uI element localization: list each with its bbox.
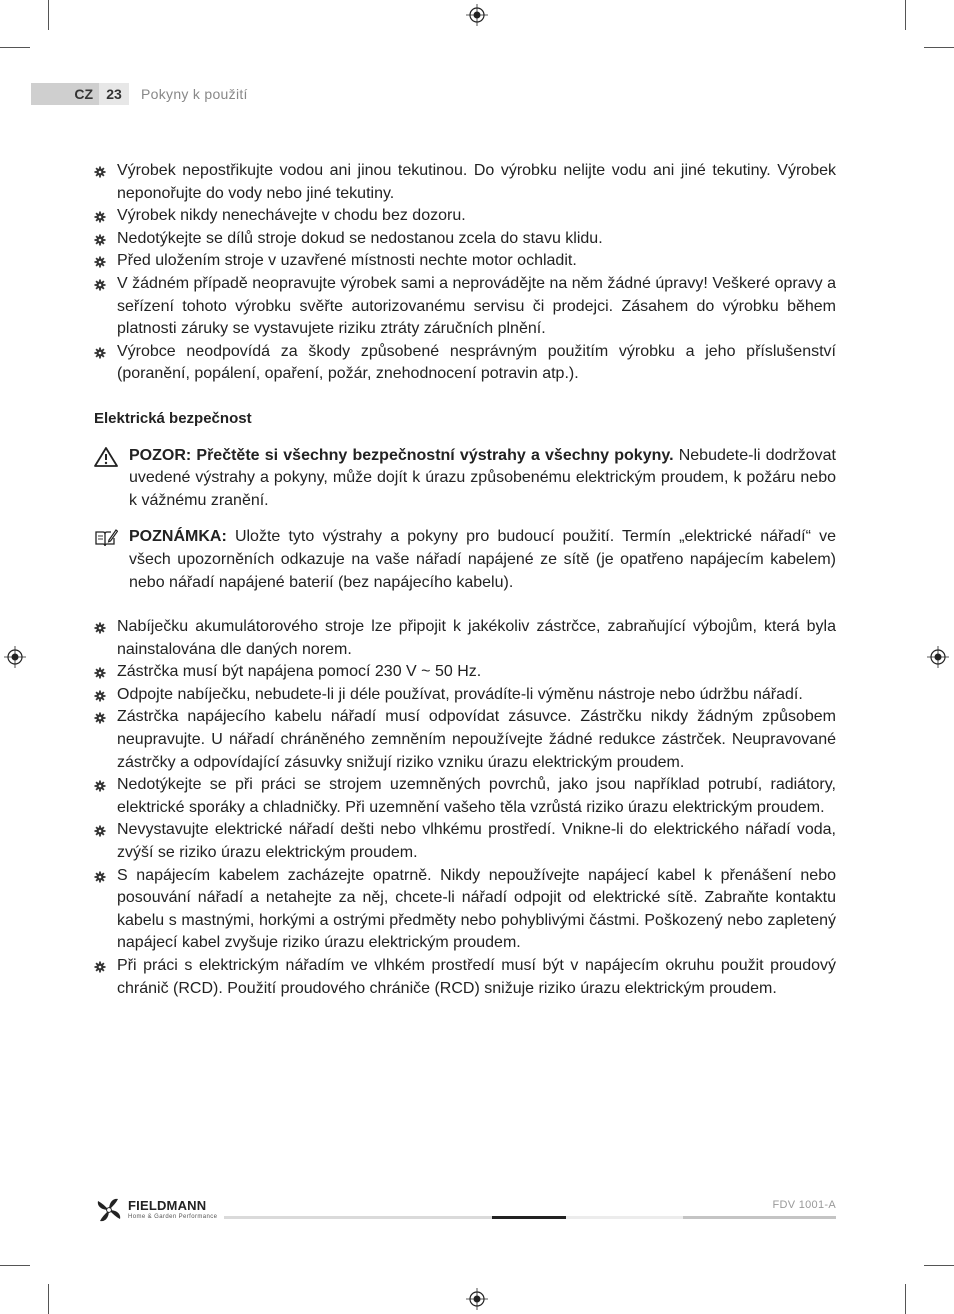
note-text: Uložte tyto výstrahy a pokyny pro budoucí použití. Termín „elektrické nářadí“ ve všech upozorněních odkazuje na vaše nářadí napájené ze sítě (je opatřeno napájecím kabelem) nebo nářadí napájené baterií (bez napájecího kabelu). [129, 528, 836, 591]
registration-mark-icon [466, 4, 488, 26]
bullet-list-bottom [94, 616, 836, 1000]
crop-mark [0, 1265, 30, 1266]
warning-text: Nebudete-li dodržovat uvedené výstrahy a pokyny, může dojít k úrazu způsobenému elektrickým proudem, k požáru nebo k vážnému zranění. [129, 446, 837, 509]
crop-mark [924, 1265, 954, 1266]
list-item [94, 819, 836, 864]
gear-bullet-icon [94, 347, 106, 359]
registration-mark-icon [466, 1288, 488, 1310]
list-item-text: Zástrčka musí být napájena pomocí 230 V ~ 50 Hz. [117, 663, 482, 681]
gear-bullet-icon [94, 622, 106, 634]
list-item [94, 616, 836, 661]
gear-bullet-icon [94, 780, 106, 792]
section-title: Elektrická bezpečnost [94, 409, 252, 427]
fan-logo-icon [94, 1195, 124, 1225]
footer-line [566, 1216, 683, 1219]
gear-bullet-icon [94, 667, 106, 679]
list-item-text: Výrobce neodpovídá za škody způsobené nesprávným použitím výrobku a jeho příslušenství (poranění, popálení, opaření, požár, znehodnocení potravin atp.). [117, 342, 836, 383]
list-item-text: Zástrčka napájecího kabelu nářadí musí odpovídat zásuvce. Zástrčku nikdy žádným způsobem neupravujte. U nářadí chráněného zemněním nepoužívejte žádné redukce zástrček. Neupravované zástrčky a odpovídající zásuvky snižují riziko vzniku úrazu elektrickým proudem. [117, 708, 836, 771]
crop-mark [0, 47, 30, 48]
gear-bullet-icon [94, 234, 106, 246]
list-item-text: Výrobek nepostřikujte vodou ani jinou tekutinou. Do výrobku nelijte vodu ani jiné tekutiny. Výrobek neponořujte do vody nebo jiné tekutiny. [117, 162, 836, 202]
list-item [94, 706, 836, 774]
registration-mark-icon [4, 646, 26, 668]
page-number: 23 [99, 83, 129, 105]
list-item-text: Nabíječku akumulátorového stroje lze připojit k jakékoliv zástrčce, zabraňující výbojům, která byla nainstalována dle daných norem. [117, 618, 836, 658]
list-item [94, 684, 836, 707]
gear-bullet-icon [94, 166, 106, 178]
page-header [31, 83, 248, 105]
footer-line [683, 1216, 836, 1219]
bullet-list-top [94, 160, 836, 386]
list-item [94, 341, 836, 386]
model-number: FDV 1001-A [772, 1199, 836, 1211]
list-item [94, 955, 836, 1000]
gear-bullet-icon [94, 961, 106, 973]
list-item [94, 774, 836, 819]
list-item-text: V žádném případě neopravujte výrobek sami a neprovádějte na něm žádné úpravy! Veškeré opravy a seřízení tohoto výrobku svěřte autorizovanému servisu či prodejci. Zásahem do výrobku během platnosti záruky se vystavujete riziku ztráty záručních plnění. [117, 274, 836, 338]
list-item [94, 228, 836, 251]
list-item-text: Nedotýkejte se dílů stroje dokud se nedostanou zcela do stavu klidu. [117, 229, 603, 247]
warning-triangle-icon [94, 447, 118, 467]
crop-mark [905, 1284, 906, 1314]
note-pencil-icon [94, 528, 118, 548]
gear-bullet-icon [94, 825, 106, 837]
warning-label: POZOR: Přečtěte si všechny bezpečnostní výstrahy a všechny pokyny. [129, 446, 674, 464]
list-item [94, 661, 836, 684]
gear-bullet-icon [94, 279, 106, 291]
brand-logo [94, 1194, 224, 1226]
crop-mark [48, 0, 49, 30]
list-item-text: Nevystavujte elektrické nářadí dešti nebo vlhkému prostředí. Vnikne-li do elektrického nářadí voda, zvýší se riziko úrazu elektrickým proudem. [117, 821, 836, 862]
list-item-text: Nedotýkejte se při práci se strojem uzemněných povrchů, jako jsou například potrubí, radiátory, elektrické sporáky a chladničky. Při uzemnění vašeho těla vzrůstá riziko úrazu elektrickým proudem. [117, 776, 836, 816]
crop-mark [48, 1284, 49, 1314]
brand-name: FIELDMANN [128, 1198, 207, 1213]
page-content [94, 160, 836, 1000]
list-item-text: S napájecím kabelem zacházejte opatrně. Nikdy nepoužívejte napájecí kabel k přenášení nebo posouvání nářadí a netahejte za něj, chcete-li nářadí odpojit od elektrické sítě. Zabraňte kontaktu kabelu s mastnými, horkými a ostrými předměty nebo pohyblivými částmi. Poškozený nebo zapletený napájecí kabel zvyšuje riziko úrazu elektrickým proudem. [117, 866, 836, 952]
note-label: POZNÁMKA: [129, 528, 227, 546]
list-item [94, 273, 836, 341]
brand-tagline: Home & Garden Performance [128, 1214, 218, 1220]
header-title: Pokyny k použití [141, 86, 248, 102]
list-item [94, 250, 836, 273]
gear-bullet-icon [94, 690, 106, 702]
warning-notice [94, 445, 836, 513]
footer-line [224, 1216, 492, 1219]
gear-bullet-icon [94, 712, 106, 724]
list-item-text: Odpojte nabíječku, nebudete-li ji déle používat, provádíte-li výměnu nástroje nebo údržbu nářadí. [117, 685, 803, 703]
list-item-text: Výrobek nikdy nenechávejte v chodu bez dozoru. [117, 207, 466, 225]
list-item [94, 865, 836, 955]
crop-mark [924, 47, 954, 48]
note-notice [94, 526, 836, 594]
gear-bullet-icon [94, 256, 106, 268]
registration-mark-icon [927, 646, 949, 668]
gear-bullet-icon [94, 871, 106, 883]
list-item-text: Před uložením stroje v uzavřené místnosti nechte motor ochladit. [117, 252, 577, 270]
list-item [94, 160, 836, 205]
gear-bullet-icon [94, 211, 106, 223]
language-code: CZ [31, 83, 99, 105]
list-item-text: Při práci s elektrickým nářadím ve vlhkém prostředí musí být v napájecím okruhu použit proudový chránič (RCD). Použití proudového chrániče (RCD) snižuje riziko úrazu elektrickým proudem. [117, 957, 836, 997]
list-item [94, 205, 836, 228]
crop-mark [905, 0, 906, 30]
footer-line [492, 1216, 566, 1219]
